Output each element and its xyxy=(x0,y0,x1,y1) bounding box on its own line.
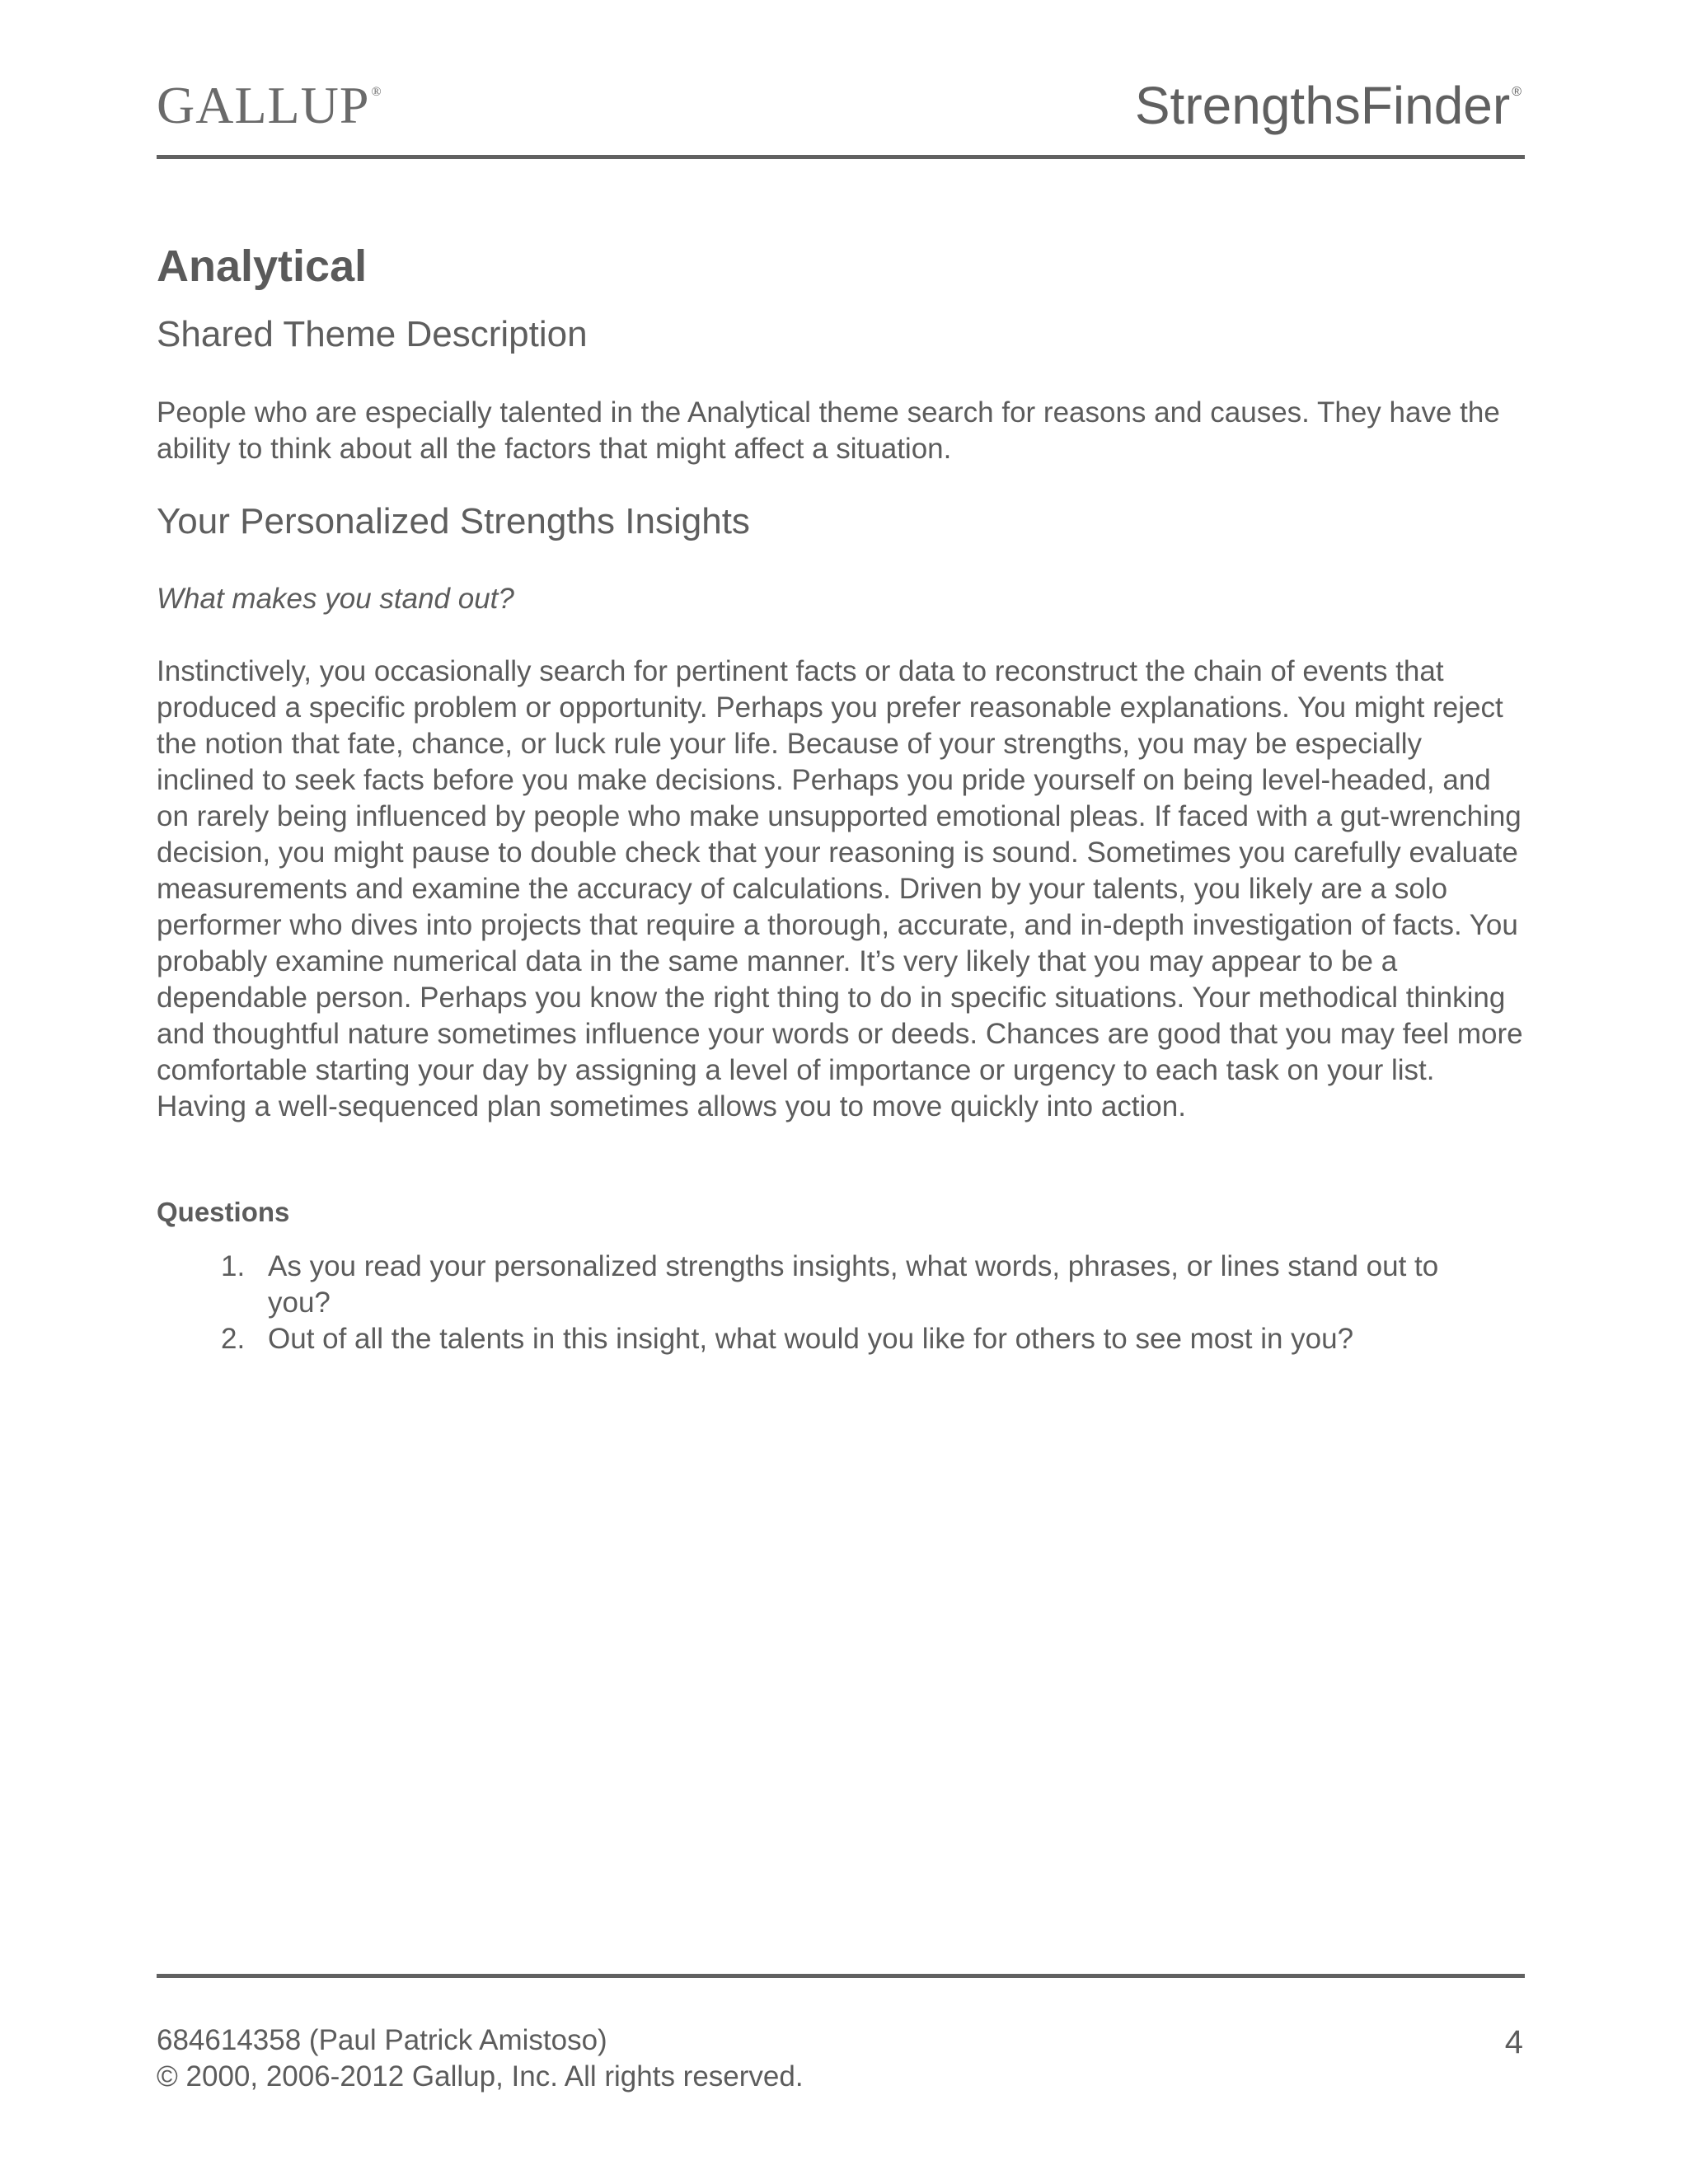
shared-description-text: People who are especially talented in the Analytical theme search for reasons and causes. They have the ability to think about all the factors that might affect a situation. xyxy=(157,396,1500,465)
theme-title: Analytical xyxy=(157,241,368,291)
strengthsfinder-logo xyxy=(1134,76,1522,135)
footer-divider xyxy=(157,1974,1525,1978)
personalized-insights-text: Instinctively, you occasionally search for pertinent facts or data to reconstruct the chain of events that produced a specific problem or opportunity. Perhaps you prefer reasonable explanations. You might reject the notion that fate, chance, or luck rule your life. Because of your strengths, you may be especially inclined to seek facts before you make decisions. Perhaps you pride yourself on being level-headed, and on rarely being influenced by people who make unsupported emotional pleas. If faced with a gut-wrenching decision, you might pause to double check that your reasoning is sound. Sometimes you carefully evaluate measurements and examine the accuracy of calculations. Driven by your talents, you likely are a solo performer who dives into projects that require a thorough, accurate, and in-depth investigation of facts. You probably examine numerical data in the same manner. It’s very likely that you may appear to be a dependable person. Perhaps you know the right thing to do in specific situations. Your methodical thinking and thoughtful nature sometimes influence your words or deeds. Chances are good that you may feel more comfortable starting your day by assigning a level of importance or urgency to each task on your list. Having a well-sequenced plan sometimes allows you to move quickly into action. xyxy=(157,655,1523,1122)
questions-label: Questions xyxy=(157,1197,290,1227)
page-header xyxy=(157,76,1525,135)
gallup-logo xyxy=(157,76,382,134)
footer-id-line: 684614358 (Paul Patrick Amistoso) xyxy=(157,2024,607,2056)
question-item xyxy=(157,1321,1525,1357)
question-text: Out of all the talents in this insight, what would you like for others to see most in you? xyxy=(268,1323,1354,1355)
stand-out-subheading: What makes you stand out? xyxy=(157,583,514,615)
questions-list xyxy=(157,1249,1525,1357)
page-footer xyxy=(157,2022,804,2095)
footer-copyright: © 2000, 2006-2012 Gallup, Inc. All rights reserved. xyxy=(157,2060,804,2093)
page-number: 4 xyxy=(1504,2024,1523,2060)
shared-description-heading: Shared Theme Description xyxy=(157,314,588,354)
question-item xyxy=(157,1249,1525,1321)
registered-mark: ® xyxy=(1512,85,1522,99)
question-text: As you read your personalized strengths insights, what words, phrases, or lines stand out to you? xyxy=(268,1250,1439,1319)
document-page xyxy=(157,0,1525,2184)
question-number: 1. xyxy=(221,1250,246,1282)
registered-mark: ® xyxy=(371,85,382,99)
gallup-logo-text: GALLUP xyxy=(157,76,370,134)
header-divider xyxy=(157,155,1525,159)
strengthsfinder-logo-text: StrengthsFinder xyxy=(1134,76,1511,135)
question-number: 2. xyxy=(221,1323,246,1355)
personalized-insights-heading: Your Personalized Strengths Insights xyxy=(157,501,750,541)
